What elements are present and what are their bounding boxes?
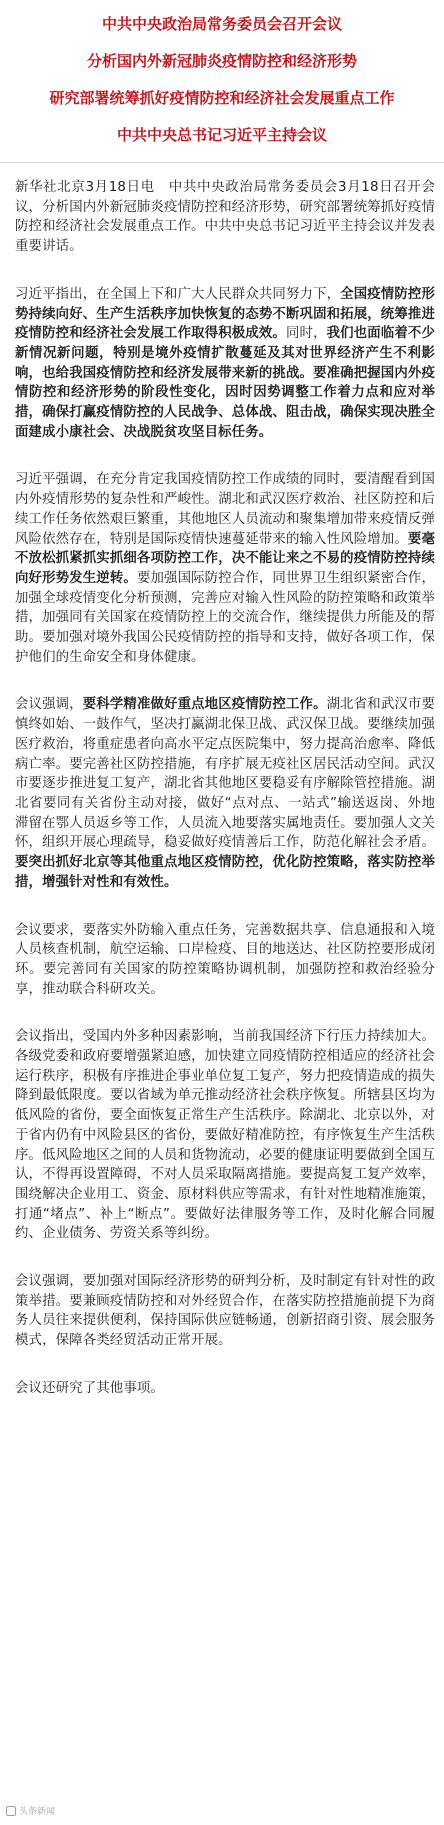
camera-icon: [6, 1806, 16, 1816]
text-span: 会议要求，要落实外防输入重点任务，完善数据共享、信息通报和入境人员核查机制，航空运输、口岸检疫、目的地送达、社区防控要形成闭环。要完善同有关国家的防控策略协调机制，加强防控和救治经验分享，推动联合科研攻关。: [15, 922, 435, 997]
headline-1: 中共中央政治局常务委员会召开会议: [101, 15, 342, 33]
paragraph-international: [15, 1272, 435, 1351]
headline-block: [0, 0, 444, 145]
emphasis-span: 要突出抓好北京等其他重点地区疫情防控，优化防控策略，落实防控举措，增强针对性和有效性。: [15, 855, 435, 890]
text-span: 会议还研究了其他事项。: [15, 1380, 164, 1396]
text-span: 会议强调，: [15, 697, 83, 713]
watermark: [6, 1804, 55, 1817]
paragraph-economy: [15, 1027, 435, 1244]
paragraph-other-matters: [15, 1379, 435, 1399]
paragraph-xi-stresses: [15, 470, 435, 667]
emphasis-span: 全国疫情防控形势持续向好、生产生活秩序加快恢复的态势不断巩固和拓展，统筹推进疫情防控和经济社会发展工作取得积极成效。: [15, 286, 435, 342]
emphasis-span: 我们也面临着不少新情况新问题，特别是境外疫情扩散蔓延及其对世界经济产生不利影响，也给我国疫情防控和经济发展带来新的挑战。要准确把握国内外疫情防控和经济形势的阶段性变化，因时因势调整工作着力点和应对举措，确保打赢疫情防控的人民战争、总体战、阻击战，确保实现决胜全面建成小康社会、决战脱贫攻坚目标任务。: [15, 326, 436, 440]
paragraph-imported-risk: [15, 921, 435, 1000]
paragraph-xi-points-out: [15, 285, 435, 443]
emphasis-span: 要科学精准做好重点地区疫情防控工作。: [82, 697, 327, 713]
text-span: 习近平强调，在充分肯定我国疫情防控工作成绩的同时，要清醒看到国内外疫情形势的复杂性和严峻性。湖北和武汉医疗救治、社区防控和后续工作任务依然艰巨繁重，其他地区人员流动和聚集增加带来疫情反弹风险依然存在，特别是国际疫情快速蔓延带来的输入性风险增加。: [15, 472, 435, 547]
headline-4: 中共中央总书记习近平主持会议: [116, 126, 327, 144]
text-span: 新华社北京3月18日电 中共中央政治局常务委员会3月18日召开会议，分析国内外新冠肺炎疫情防控和经济形势，研究部署统筹抓好疫情防控和经济社会发展重点工作。中共中央总书记习近平主持会议并发表重要讲话。: [15, 180, 435, 255]
article-body: [0, 163, 444, 1399]
headline-3: 研究部署统筹抓好疫情防控和经济社会发展重点工作: [49, 89, 395, 107]
text-span: 会议强调，要加强对国际经济形势的研判分析，及时制定有针对性的政策举措。要兼顾疫情防控和对外经贸合作，在落实防控措施前提下为商务人员往来提供便利，保持国际供应链畅通，创新招商引资、展会服务模式，保障各类经贸活动正常开展。: [15, 1274, 435, 1349]
watermark-label: 头条新闻: [19, 1807, 56, 1817]
text-span: 湖北省和武汉市要慎终如始、一鼓作气，坚决打赢湖北保卫战、武汉保卫战。要继续加强医疗救治，将重症患者向高水平定点医院集中，努力提高治愈率、降低病亡率。要完善社区防控措施，有序扩展无疫社区居民活动空间。武汉市要逐步推进复工复产，湖北省其他地区要稳妥有序解除管控措施。湖北省要同有关省份主动对接，做好“点对点、一站式”输送返岗、外地滞留在鄂人员返乡等工作，人员流入地要落实属地责任。要加强人文关怀，组织开展心理疏导，稳妥做好疫情善后工作，防范化解社会矛盾。: [15, 697, 436, 851]
paragraph-dateline: [15, 178, 435, 257]
text-span: 同时，: [285, 326, 327, 342]
text-span: 要加强国际防控合作，同世界卫生组织紧密合作，加强全球疫情变化分析预测，完善应对输入性风险的防控策略和政策举措，加强同有关国家在疫情防控上的交流合作，继续提供力所能及的帮助。要加强对境外我国公民疫情防控的指导和支持，做好各项工作，保护他们的生命安全和身体健康。: [15, 570, 435, 665]
text-span: 习近平指出，在全国上下和广大人民群众共同努力下，: [15, 286, 341, 302]
emphasis-span: 要毫不放松抓紧抓实抓细各项防控工作，决不能让来之不易的疫情防控持续向好形势发生逆转。: [15, 531, 435, 586]
headline-2: 分析国内外新冠肺炎疫情防控和经济形势: [86, 52, 357, 70]
text-span: 会议指出，受国内外多种因素影响，当前我国经济下行压力持续加大。各级党委和政府要增强紧迫感，加快建立同疫情防控相适应的经济社会运行秩序，积极有序推进企事业单位复工复产，努力把疫情造成的损失降到最低限度。要以省域为单元推动经济社会秩序恢复。所辖县区均为低风险的省份，要全面恢复正常生产生活秩序。除湖北、北京以外，对于省内仍有中风险县区的省份，要做好精准防控，有序恢复生产生活秩序。低风险地区之间的人员和货物流动，必要的健康证明要做到全国互认，不得再设置障碍，不对人员采取隔离措施。要提高复工复产效率，围绕解决企业用工、资金、原材料供应等需求，有针对性地精准施策，打通“堵点”、补上“断点”。要做好法律服务等工作，及时化解合同履约、企业债务、劳资关系等纠纷。: [15, 1029, 435, 1242]
paragraph-key-regions: [15, 695, 435, 892]
